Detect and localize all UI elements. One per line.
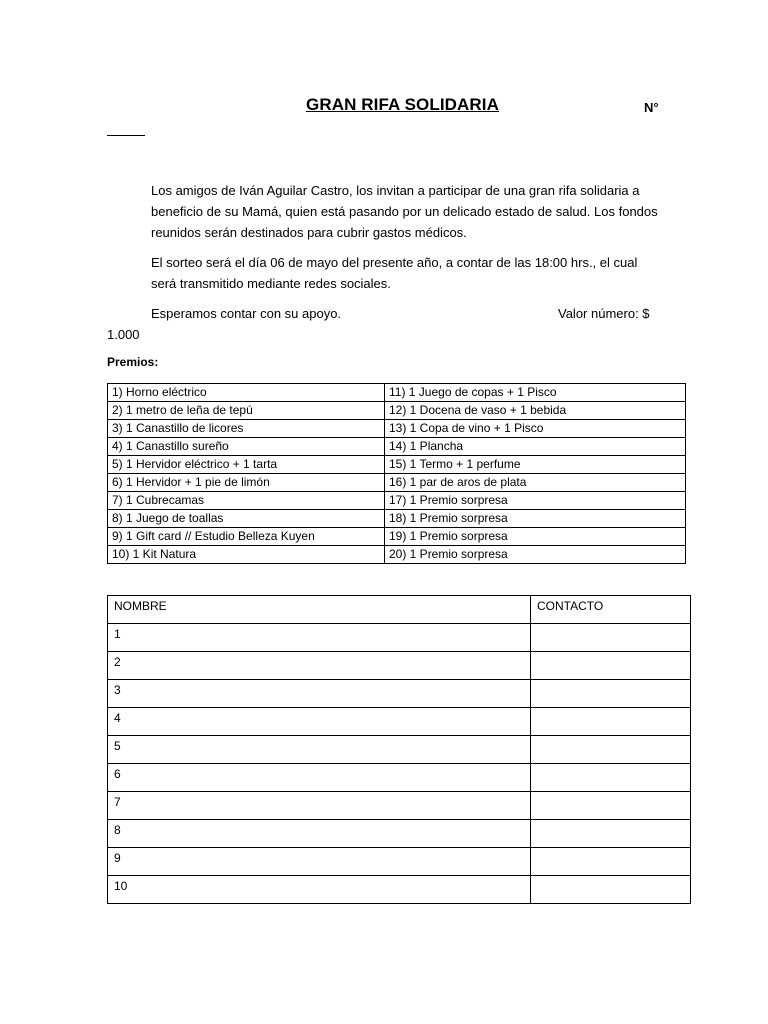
participant-name-cell[interactable]: 5: [108, 736, 531, 764]
participant-contact-cell[interactable]: [531, 624, 691, 652]
participants-table: [107, 595, 691, 904]
participant-name-cell[interactable]: 2: [108, 652, 531, 680]
participant-row: [108, 848, 691, 876]
prizes-table: [107, 383, 686, 564]
prize-cell-left: 8) 1 Juego de toallas: [108, 510, 385, 528]
prize-cell-right: 11) 1 Juego de copas + 1 Pisco: [385, 384, 686, 402]
prize-cell-right: 12) 1 Docena de vaso + 1 bebida: [385, 402, 686, 420]
prize-row: [108, 384, 686, 402]
prize-cell-left: 10) 1 Kit Natura: [108, 546, 385, 564]
participant-contact-cell[interactable]: [531, 848, 691, 876]
support-paragraph: [107, 303, 661, 342]
prize-cell-left: 3) 1 Canastillo de licores: [108, 420, 385, 438]
participant-name-cell[interactable]: 9: [108, 848, 531, 876]
prize-cell-right: 18) 1 Premio sorpresa: [385, 510, 686, 528]
prize-cell-right: 15) 1 Termo + 1 perfume: [385, 456, 686, 474]
header-nombre: NOMBRE: [108, 596, 531, 624]
participant-row: [108, 792, 691, 820]
prize-cell-right: 19) 1 Premio sorpresa: [385, 528, 686, 546]
participant-name-cell[interactable]: 1: [108, 624, 531, 652]
prize-cell-right: 16) 1 par de aros de plata: [385, 474, 686, 492]
value-amount: 1.000: [107, 327, 140, 342]
prize-row: [108, 546, 686, 564]
participant-row: [108, 820, 691, 848]
intro-text: Los amigos de Iván Aguilar Castro, los invitan a participar de una gran rifa solidaria a beneficio de su Mamá, quien está pasando por un delicado estado de salud. Los fondos reunidos serán destinados para cubrir gastos médicos.: [151, 183, 658, 240]
prize-row: [108, 456, 686, 474]
intro-paragraph: [107, 180, 661, 243]
ticket-number-blank: [107, 135, 145, 136]
participant-contact-cell[interactable]: [531, 708, 691, 736]
participant-name-cell[interactable]: 10: [108, 876, 531, 904]
participant-row: [108, 680, 691, 708]
prize-row: [108, 474, 686, 492]
prize-row: [108, 438, 686, 456]
participant-row: [108, 652, 691, 680]
participant-name-cell[interactable]: 8: [108, 820, 531, 848]
prize-cell-right: 13) 1 Copa de vino + 1 Pisco: [385, 420, 686, 438]
participant-row: [108, 764, 691, 792]
participant-contact-cell[interactable]: [531, 820, 691, 848]
prize-cell-right: 17) 1 Premio sorpresa: [385, 492, 686, 510]
participant-contact-cell[interactable]: [531, 764, 691, 792]
participant-name-cell[interactable]: 3: [108, 680, 531, 708]
participant-row: [108, 736, 691, 764]
draw-text: El sorteo será el día 06 de mayo del presente año, a contar de las 18:00 hrs., el cual será transmitido mediante redes sociales.: [151, 255, 638, 291]
prize-row: [108, 510, 686, 528]
prize-cell-left: 9) 1 Gift card // Estudio Belleza Kuyen: [108, 528, 385, 546]
participant-contact-cell[interactable]: [531, 680, 691, 708]
prize-cell-right: 14) 1 Plancha: [385, 438, 686, 456]
participant-contact-cell[interactable]: [531, 792, 691, 820]
prize-cell-left: 1) Horno eléctrico: [108, 384, 385, 402]
prize-cell-left: 4) 1 Canastillo sureño: [108, 438, 385, 456]
participant-name-cell[interactable]: 4: [108, 708, 531, 736]
prize-row: [108, 492, 686, 510]
header-contacto: CONTACTO: [531, 596, 691, 624]
prize-cell-left: 5) 1 Hervidor eléctrico + 1 tarta: [108, 456, 385, 474]
participant-contact-cell[interactable]: [531, 652, 691, 680]
participants-header-row: [108, 596, 691, 624]
page-title: GRAN RIFA SOLIDARIA: [306, 95, 499, 114]
draw-paragraph: [107, 252, 661, 294]
participant-name-cell[interactable]: 7: [108, 792, 531, 820]
prize-cell-left: 2) 1 metro de leña de tepú: [108, 402, 385, 420]
prize-row: [108, 402, 686, 420]
participant-contact-cell[interactable]: [531, 736, 691, 764]
participant-row: [108, 624, 691, 652]
prize-cell-left: 7) 1 Cubrecamas: [108, 492, 385, 510]
prizes-heading: Premios:: [107, 355, 159, 369]
participant-contact-cell[interactable]: [531, 876, 691, 904]
participant-name-cell[interactable]: 6: [108, 764, 531, 792]
participant-row: [108, 708, 691, 736]
prize-row: [108, 528, 686, 546]
prize-cell-left: 6) 1 Hervidor + 1 pie de limón: [108, 474, 385, 492]
prize-row: [108, 420, 686, 438]
participant-row: [108, 876, 691, 904]
prize-cell-right: 20) 1 Premio sorpresa: [385, 546, 686, 564]
support-text: Esperamos contar con su apoyo.: [151, 306, 342, 321]
value-label: Valor número: $: [558, 306, 650, 321]
ticket-number-label: N°: [644, 100, 659, 115]
